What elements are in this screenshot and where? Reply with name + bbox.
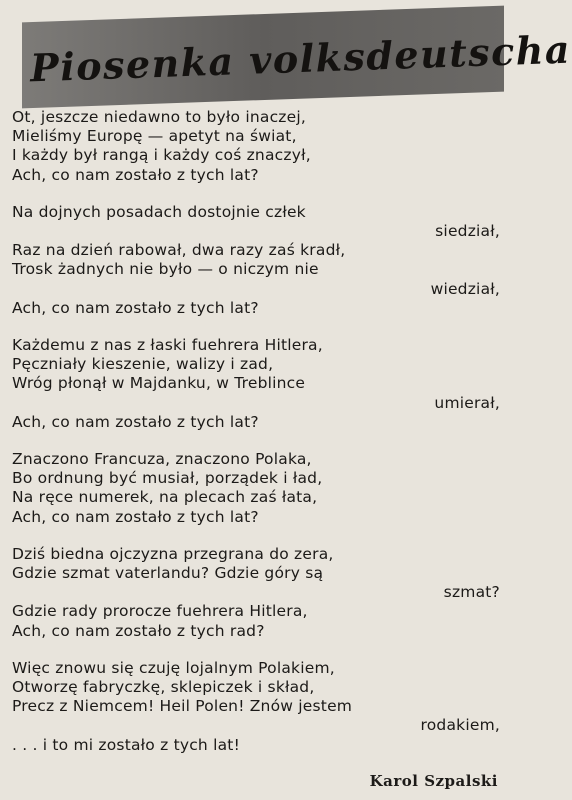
poem-line: Mieliśmy Europę — apetyt na świat, <box>12 127 297 146</box>
poem-body <box>12 108 500 773</box>
poem-line: Precz z Niemcem! Heil Polen! Znów jestem <box>12 697 353 716</box>
poem-line: Ot, jeszcze niedawno to było inaczej, <box>12 108 306 126</box>
poem-line: Znaczono Francuza, znaczono Polaka, <box>12 450 312 469</box>
stanza-5 <box>12 545 500 641</box>
poem-line: Wróg płonął w Majdanku, w Treblince <box>12 374 306 393</box>
poem-line: Ach, co nam zostało z tych lat? <box>12 507 259 526</box>
author-signature: Karol Szpalski <box>369 772 498 790</box>
poem-line: I każdy był rangą i każdy coś znaczył, <box>12 146 311 165</box>
poem-line: Gdzie szmat vaterlandu? Gdzie góry są <box>12 564 324 583</box>
poem-line: Ach, co nam zostało z tych rad? <box>12 621 265 640</box>
stanza-1 <box>12 108 500 185</box>
poem-line: Ach, co nam zostało z tych lat? <box>12 412 259 431</box>
stanza-3 <box>12 336 500 432</box>
poem-line-continuation: umierał, <box>434 393 500 412</box>
stanza-2 <box>12 203 500 318</box>
poem-line-continuation: wiedział, <box>430 279 500 298</box>
poem-line-continuation: rodakiem, <box>420 716 500 735</box>
poem-line: Otworzę fabryczkę, sklepiczek i skład, <box>12 678 315 697</box>
poem-line: Gdzie rady prorocze fuehrera Hitlera, <box>12 602 308 621</box>
poem-line: Ach, co nam zostało z tych lat? <box>12 165 259 184</box>
poem-line: Na dojnych posadach dostojnie człek <box>12 202 306 221</box>
poem-line: Pęczniały kieszenie, walizy i zad, <box>12 355 274 374</box>
poem-line: Ach, co nam zostało z tych lat? <box>12 298 259 317</box>
poem-line-continuation: siedział, <box>435 222 500 241</box>
poem-line: Każdemu z nas z łaski fuehrera Hitlera, <box>12 336 323 355</box>
stanza-4 <box>12 450 500 527</box>
poem-line: Więc znowu się czuję lojalnym Polakiem, <box>12 658 335 677</box>
poem-line: Trosk żadnych nie było — o niczym nie <box>12 260 319 279</box>
poem-line: Bo ordnung być musiał, porządek i ład, <box>12 469 323 488</box>
poem-line-continuation: szmat? <box>443 583 500 602</box>
poem-line: . . . i to mi zostało z tych lat! <box>12 735 240 754</box>
poem-line: Raz na dzień rabował, dwa razy zaś kradł, <box>12 241 346 260</box>
poem-line: Dziś biedna ojczyzna przegrana do zera, <box>12 544 334 563</box>
stanza-6 <box>12 659 500 755</box>
poem-title: Piosenka volksdeutscha <box>29 26 572 91</box>
poem-line: Na ręce numerek, na plecach zaś łata, <box>12 488 318 507</box>
